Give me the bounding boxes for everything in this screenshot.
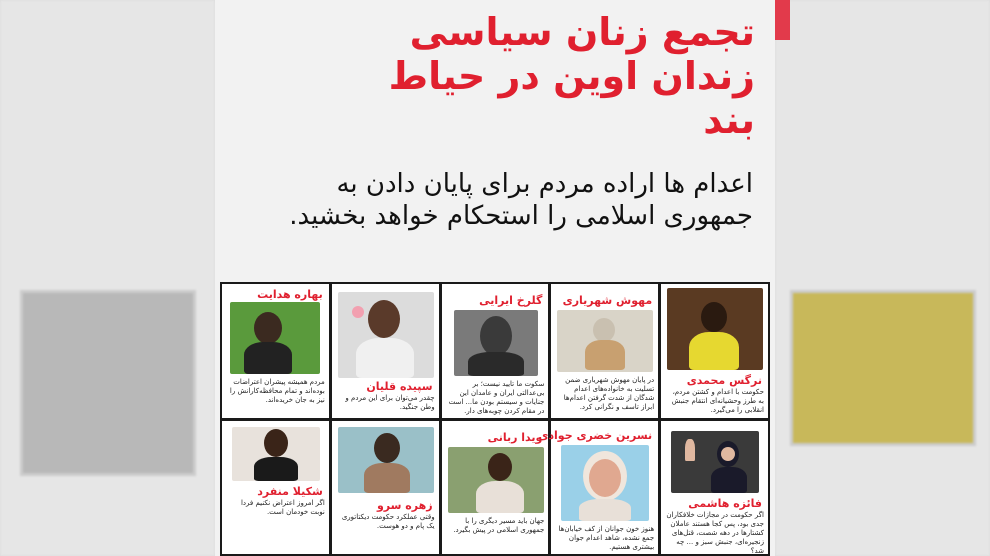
card-golrokh bbox=[442, 284, 549, 418]
card-nasrin bbox=[538, 421, 658, 555]
card-name: بهاره هدایت bbox=[257, 288, 323, 301]
card-quote: هنوز خون جوانان از کف خیابان‌ها جمع نشده، شاهد اعدام جوان بیشتری هستیم. bbox=[558, 524, 655, 551]
portrait-photo bbox=[671, 431, 759, 493]
card-name: گلرخ ایرایی bbox=[479, 294, 543, 307]
portrait-photo bbox=[667, 288, 763, 370]
portrait-photo bbox=[338, 292, 434, 378]
card-quote: در پایان مهوش شهریاری ضمن تسلیت به خانواده‌های اعدام شدگان از شدت گرفتن اعدام‌ها ابراز تاسف و نگرانی کرد. bbox=[563, 376, 655, 411]
blurred-photo bbox=[790, 290, 976, 446]
card-sepideh bbox=[332, 284, 439, 418]
card-zohreh bbox=[332, 421, 439, 555]
card-quote: مردم همیشه پیشران اعتراضات بوده‌اند و تمام محافظه‌کارانش را نیز به جان خریده‌اند. bbox=[229, 378, 325, 404]
prisoner-grid bbox=[220, 282, 770, 556]
card-vida bbox=[442, 421, 549, 555]
card-quote: اگر امروز اعتراض نکنیم فردا نوبت خودمان است. bbox=[240, 498, 325, 516]
card-faezeh bbox=[661, 421, 768, 555]
poster-subheadline: اعدام ها اراده مردم برای پایان دادن به جمهوری اسلامی را استحکام خواهد بخشید. bbox=[289, 169, 753, 231]
portrait-photo bbox=[230, 302, 320, 374]
blurred-photo bbox=[20, 290, 196, 476]
card-shakila bbox=[222, 421, 329, 555]
card-quote: سکوت ما تایید نیست؛ بر بی‌عدالتی ایران و عامدان این جنایات و سیستم بودن ما... است در مقام کردن چوبه‌های دار. bbox=[448, 380, 545, 415]
portrait-photo bbox=[454, 310, 538, 376]
card-name: مهوش شهریاری bbox=[562, 294, 653, 307]
blurred-background-left bbox=[0, 0, 215, 556]
portrait-photo bbox=[561, 445, 649, 521]
poster-headline: تجمع زنان سیاسی زندان اوین در حیاط بند bbox=[388, 10, 755, 142]
card-name: سپیده قلیان bbox=[366, 380, 433, 393]
portrait-photo bbox=[338, 427, 434, 493]
card-name: ویدا ربانی bbox=[487, 430, 543, 444]
card-quote: حکومت با اعدام و کشتن مردم، به طرز وحشیانه‌ای انتقام جنبش انقلابی را می‌گیرد. bbox=[671, 388, 764, 414]
portrait-photo bbox=[448, 447, 544, 513]
card-name: زهره سرو bbox=[376, 498, 433, 512]
card-quote: اگر حکومت در مجازات خلافکاران جدی بود، پس کجا هستند عاملان کشتارها در دهه شصت، قتل‌های زنجیره‌ای، جنبش سبز و ... چه شد؟ bbox=[666, 510, 764, 555]
blurred-background-right bbox=[775, 0, 990, 556]
card-mahvash bbox=[551, 284, 658, 418]
card-name: نرگس محمدی bbox=[686, 374, 762, 387]
portrait-photo bbox=[557, 310, 653, 372]
portrait-photo bbox=[232, 427, 320, 481]
red-edge-accent bbox=[774, 0, 790, 40]
card-narges bbox=[661, 284, 768, 418]
card-quote: وقتی عملکرد حکومت دیکتاتوری یک پام و دو هوست. bbox=[341, 512, 435, 530]
card-bahareh bbox=[222, 284, 329, 418]
poster bbox=[215, 0, 775, 556]
card-quote: چقدر می‌توان برای این مردم و وطن جنگید. bbox=[345, 394, 435, 411]
card-name: شکیلا منفرد bbox=[257, 484, 323, 498]
card-quote: جهان باید مسیر دیگری را با جمهوری اسلامی در پیش بگیرد. bbox=[453, 516, 545, 534]
card-name: فائزه هاشمی bbox=[688, 496, 762, 510]
card-name: نسرین خضری جوادی bbox=[538, 428, 653, 442]
